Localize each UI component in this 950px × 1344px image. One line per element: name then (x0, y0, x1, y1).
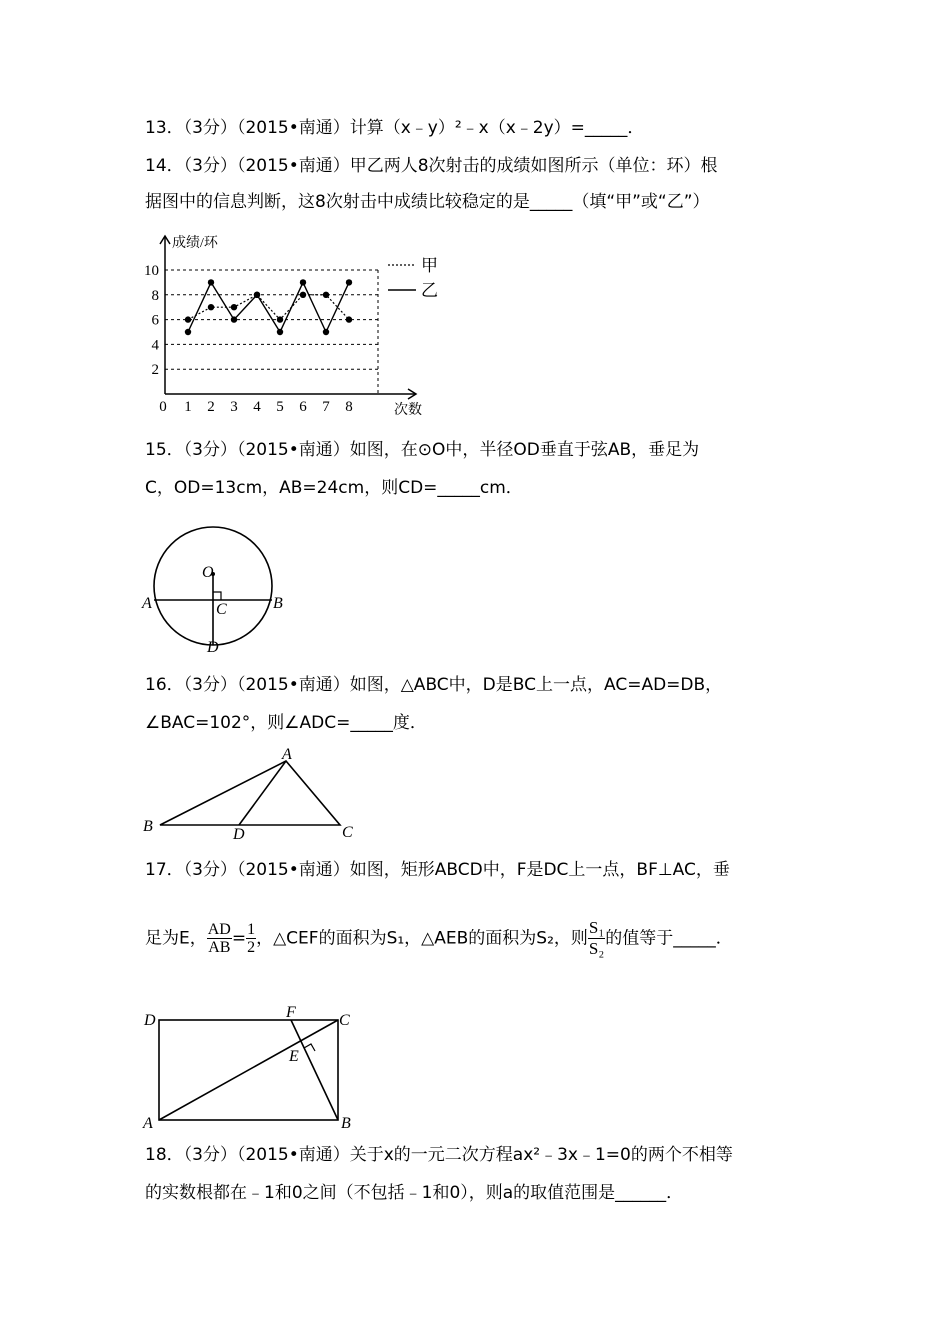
label-d: D (207, 639, 219, 656)
data-point-乙-3 (231, 316, 237, 322)
label-c: C (339, 1012, 350, 1029)
y-axis-label: 成绩/环 (172, 236, 218, 251)
data-point-乙-2 (208, 279, 214, 285)
q13-text: 13．（3分）（2015•南通）计算（x﹣y）²﹣x（x﹣2y）=_____． (145, 118, 645, 138)
right-angle-mark (213, 592, 221, 600)
q17-line2 (145, 918, 733, 959)
frac3-numerator: S₁ (588, 918, 605, 937)
y-tick-label-6: 6 (151, 312, 159, 329)
y-tick-label-2: 2 (151, 362, 159, 379)
label-d: D (233, 826, 245, 843)
x-tick-label-2: 2 (207, 399, 215, 415)
q14-chart (140, 228, 450, 423)
label-b: B (143, 818, 153, 835)
data-point-乙-1 (185, 329, 191, 335)
segment-bf (291, 1020, 338, 1120)
q15-line1: 15．（3分）（2015•南通）如图，在⊙O中，半径OD垂直于弦AB，垂足为 (145, 440, 700, 460)
data-point-甲-2 (208, 304, 214, 310)
legend-label-甲: 甲 (421, 256, 438, 275)
q15-circle-figure (140, 512, 300, 657)
triangle-abc (160, 761, 340, 825)
data-point-乙-7 (323, 329, 329, 335)
data-point-甲-5 (277, 316, 283, 322)
y-tick-label-10: 10 (144, 263, 159, 279)
diagonal-ac (159, 1020, 338, 1120)
q17-line2-mid: ，△CEF的面积为S₁，△AEB的面积为S₂，则 (256, 928, 588, 949)
x-tick-label-6: 6 (299, 399, 307, 415)
y-tick-label-4: 4 (151, 337, 159, 354)
q16-triangle-figure (140, 745, 365, 845)
data-point-甲-3 (231, 304, 237, 310)
x-tick-label-0: 0 (159, 399, 167, 415)
q17-fraction-ad-ab (207, 921, 232, 956)
label-b: B (273, 595, 283, 612)
label-o: O (202, 564, 214, 581)
x-tick-label-8: 8 (345, 399, 353, 415)
label-e: E (289, 1048, 299, 1065)
data-point-乙-4 (254, 292, 260, 298)
data-point-乙-8 (346, 279, 352, 285)
frac1-denominator: AB (208, 939, 231, 956)
x-tick-label-5: 5 (276, 399, 284, 415)
legend-label-乙: 乙 (421, 281, 438, 300)
x-tick-label-4: 4 (253, 399, 261, 415)
q17-line2-end: 的值等于_____． (605, 928, 733, 949)
x-tick-label-7: 7 (322, 399, 330, 415)
data-point-甲-8 (346, 316, 352, 322)
q17-equals: = (231, 928, 247, 949)
segment-ad (239, 761, 286, 825)
x-tick-label-1: 1 (184, 399, 192, 415)
label-b: B (341, 1115, 351, 1132)
q17-line2-start: 足为E， (145, 928, 207, 949)
q17-fraction-s1-s2 (588, 918, 605, 959)
q18-line2: 的实数根都在﹣1和0之间（不包括﹣1和0），则a的取值范围是______． (145, 1183, 684, 1203)
x-tick-label-3: 3 (230, 399, 238, 415)
q18-line1: 18．（3分）（2015•南通）关于x的一元二次方程ax²﹣3x﹣1=0的两个不相等 (145, 1145, 733, 1165)
q17-fraction-one-half (246, 921, 256, 956)
q14-line1: 14．（3分）（2015•南通）甲乙两人8次射击的成绩如图所示（单位：环）根 (145, 156, 718, 176)
q17-rectangle-figure (140, 1004, 365, 1132)
data-point-甲-7 (323, 292, 329, 298)
data-point-甲-6 (300, 292, 306, 298)
data-point-乙-5 (277, 329, 283, 335)
q15-line2: C，OD=13cm，AB=24cm，则CD=_____cm． (145, 478, 523, 498)
label-a: A (143, 1115, 153, 1132)
x-axis-label: 次数 (394, 403, 422, 418)
label-f: F (286, 1004, 296, 1021)
q16-line1: 16．（3分）（2015•南通）如图，△ABC中，D是BC上一点，AC=AD=DB， (145, 675, 723, 695)
q14-line2: 据图中的信息判断，这8次射击中成绩比较稳定的是_____（填“甲”或“乙”） (145, 192, 710, 212)
label-c: C (342, 824, 353, 841)
y-tick-label-8: 8 (151, 287, 159, 304)
q17-line1: 17．（3分）（2015•南通）如图，矩形ABCD中，F是DC上一点，BF⊥AC，垂 (145, 860, 730, 880)
frac2-numerator: 1 (247, 921, 256, 938)
label-a: A (282, 746, 292, 763)
label-c: C (216, 601, 227, 618)
frac2-denominator: 2 (247, 939, 256, 956)
data-point-甲-1 (185, 316, 191, 322)
frac1-numerator: AD (207, 921, 231, 938)
data-point-乙-6 (300, 279, 306, 285)
label-a: A (142, 595, 152, 612)
q16-line2: ∠BAC=102°，则∠ADC=_____度． (145, 713, 427, 733)
frac3-denominator: S₂ (588, 939, 605, 958)
label-d: D (144, 1012, 156, 1029)
